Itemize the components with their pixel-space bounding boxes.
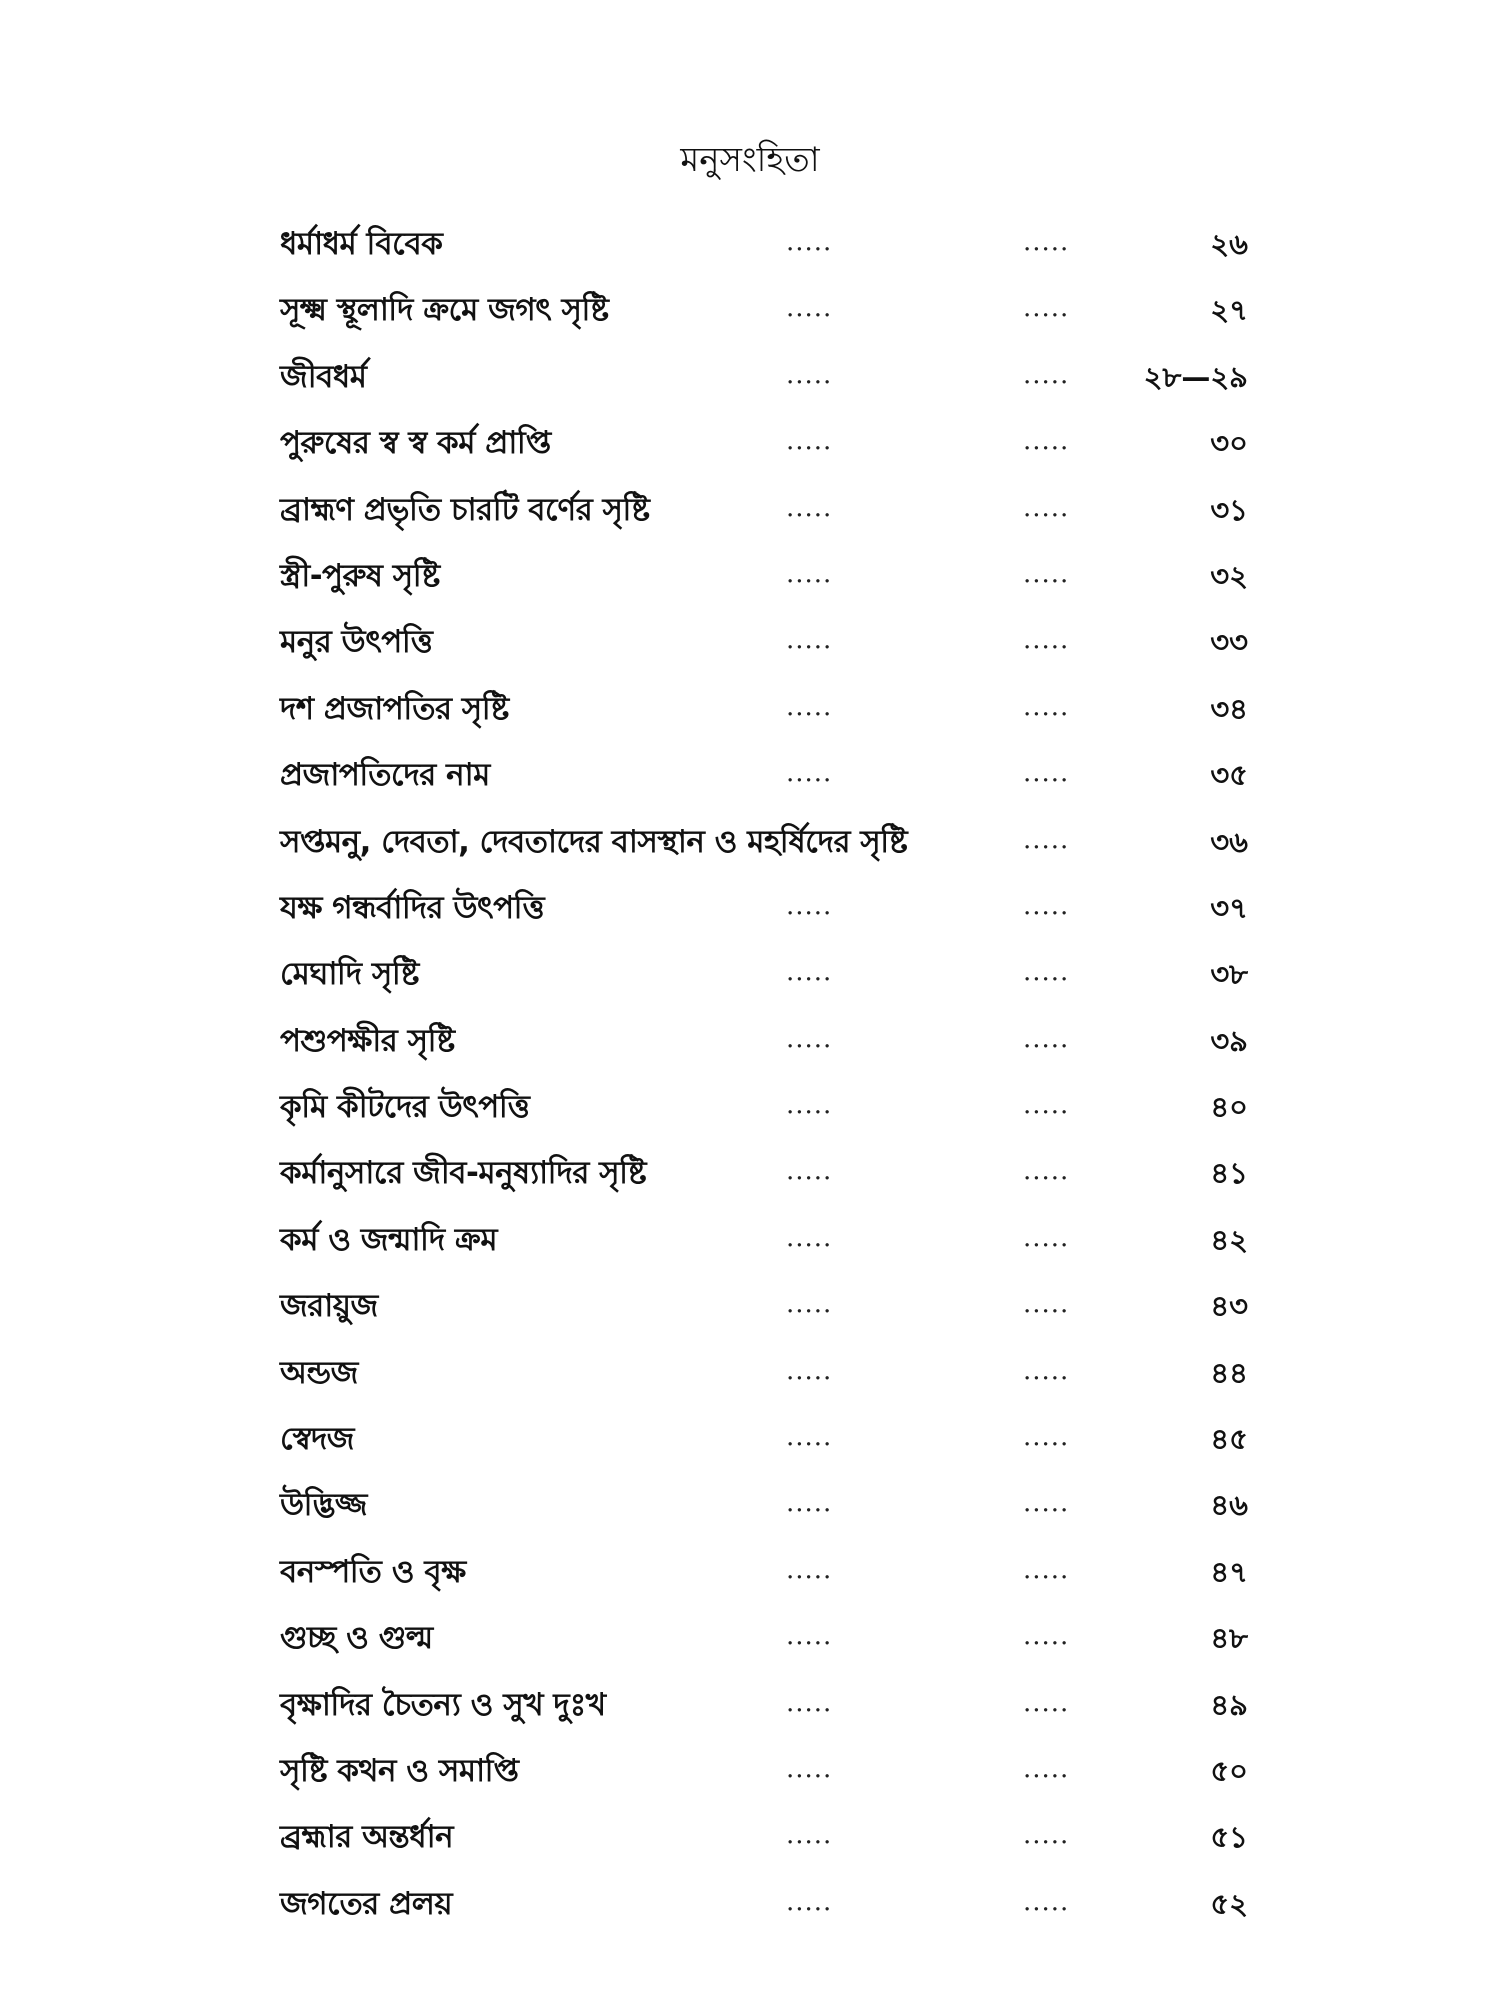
toc-entry-title: সপ্তমনু, দেবতা, দেবতাদের বাসস্থান ও মহর্ষিদের সৃষ্টি <box>280 823 908 860</box>
toc-leader-dots: ..... <box>1023 492 1070 523</box>
toc-leader-dots: ..... <box>1023 1621 1070 1652</box>
toc-entry <box>0 1409 1500 1475</box>
toc-leader-dots: ..... <box>1023 824 1070 855</box>
toc-entry-title: কৃমি কীটদের উৎপত্তি <box>280 1089 530 1126</box>
toc-leader-dots: ..... <box>1023 1090 1070 1121</box>
toc-entry-title: উদ্ভিজ্জ <box>280 1487 367 1524</box>
toc-entry <box>0 1807 1500 1873</box>
toc-entry-page-number: ৪১ <box>1210 1156 1248 1191</box>
toc-leader-dots: ..... <box>786 227 833 257</box>
toc-entry-page-number: ৩১ <box>1210 492 1248 527</box>
toc-leader-dots: ..... <box>1023 1488 1070 1519</box>
toc-entry <box>0 1077 1500 1143</box>
toc-leader-dots: ..... <box>786 890 833 921</box>
page-title: মনুসংহিতা <box>680 140 820 180</box>
toc-entry-title: গুচ্ছ ও গুল্ম <box>280 1620 433 1657</box>
toc-entry-title: ব্রাহ্মণ প্রভৃতি চারটি বর্ণের সৃষ্টি <box>280 491 650 528</box>
toc-leader-dots: ..... <box>1023 558 1070 589</box>
toc-leader-dots: ..... <box>1023 1753 1070 1784</box>
toc-entry <box>0 1874 1500 1940</box>
toc-leader-dots: ..... <box>786 1023 833 1054</box>
toc-entry-title: বৃক্ষাদির চৈতন্য ও সুখ দুঃখ <box>280 1686 606 1723</box>
toc-entry-page-number: ৩২ <box>1210 558 1248 593</box>
toc-leader-dots: ..... <box>786 492 833 523</box>
toc-leader-dots: ..... <box>1023 957 1070 988</box>
toc-entry-page-number: ৩৮ <box>1210 957 1248 992</box>
toc-entry-page-number: ২৭ <box>1210 293 1248 328</box>
toc-leader-dots: ..... <box>786 1488 833 1519</box>
toc-entry-page-number: ৪৪ <box>1210 1355 1248 1390</box>
toc-entry-page-number: ৪০ <box>1210 1090 1248 1125</box>
toc-entry-page-number: ৪২ <box>1210 1222 1248 1257</box>
toc-leader-dots: ..... <box>1023 359 1070 390</box>
toc-entry <box>0 1475 1500 1541</box>
toc-entry <box>0 347 1500 413</box>
toc-leader-dots: ..... <box>1023 1422 1070 1453</box>
toc-leader-dots: ..... <box>1023 293 1070 324</box>
toc-leader-dots: ..... <box>786 1621 833 1652</box>
toc-entry-title: সূক্ষ্ম স্থূলাদি ক্রমে জগৎ সৃষ্টি <box>280 292 609 329</box>
toc-leader-dots: ..... <box>786 625 833 656</box>
toc-entry-page-number: ৩৪ <box>1210 691 1248 726</box>
toc-entry-title: ধর্মাধর্ম বিবেক <box>280 226 443 262</box>
toc-leader-dots: ..... <box>1023 1355 1070 1386</box>
toc-entry-page-number: ৫২ <box>1210 1886 1248 1921</box>
toc-leader-dots: ..... <box>786 691 833 722</box>
toc-entry-title: বনস্পতি ও বৃক্ষ <box>280 1553 466 1590</box>
toc-entry-page-number: ৩৭ <box>1210 890 1248 925</box>
toc-leader-dots: ..... <box>1023 1023 1070 1054</box>
toc-leader-dots: ..... <box>1023 691 1070 722</box>
toc-leader-dots: ..... <box>1023 758 1070 789</box>
toc-leader-dots: ..... <box>786 1753 833 1784</box>
toc-leader-dots: ..... <box>786 293 833 324</box>
toc-entry <box>0 1741 1500 1807</box>
toc-entry-title: দশ প্রজাপতির সৃষ্টি <box>280 690 509 727</box>
toc-entry-title: সৃষ্টি কথন ও সমাপ্তি <box>280 1752 519 1789</box>
toc-leader-dots: ..... <box>786 758 833 789</box>
toc-entry <box>0 944 1500 1010</box>
toc-entry-title: জীবধর্ম <box>280 358 367 395</box>
toc-entry <box>0 1276 1500 1342</box>
toc-leader-dots: ..... <box>786 1886 833 1917</box>
toc-entry-page-number: ৪৩ <box>1210 1289 1248 1324</box>
toc-leader-dots: ..... <box>1023 1886 1070 1917</box>
toc-entry-page-number: ৪৮ <box>1210 1621 1248 1656</box>
toc-leader-dots: ..... <box>786 957 833 988</box>
toc-entry-page-number: ৫০ <box>1210 1753 1248 1788</box>
toc-entry-page-number: ৪৫ <box>1210 1422 1248 1457</box>
toc-entry-title: অন্ডজ <box>280 1354 358 1391</box>
toc-leader-dots: ..... <box>1023 1554 1070 1585</box>
toc-leader-dots: ..... <box>1023 1289 1070 1320</box>
toc-entry <box>0 1675 1500 1741</box>
toc-entry-title: মেঘাদি সৃষ্টি <box>280 956 419 993</box>
toc-entry-page-number: ৪৯ <box>1210 1687 1248 1722</box>
toc-leader-dots: ..... <box>786 1156 833 1187</box>
toc-leader-dots: ..... <box>786 1554 833 1585</box>
toc-entry <box>0 1343 1500 1409</box>
toc-leader-dots: ..... <box>786 558 833 589</box>
toc-leader-dots: ..... <box>786 1090 833 1121</box>
toc-entry-title: প্রজাপতিদের নাম <box>280 757 490 794</box>
toc-entry-title: স্ত্রী-পুরুষ সৃষ্টি <box>280 557 440 594</box>
toc-entry <box>0 280 1500 346</box>
toc-entry <box>0 1143 1500 1209</box>
toc-leader-dots: ..... <box>786 1355 833 1386</box>
toc-entry-title: কর্ম ও জন্মাদি ক্রম <box>280 1221 498 1258</box>
table-of-contents <box>0 214 1500 1940</box>
toc-entry-page-number: ৩০ <box>1210 426 1248 461</box>
toc-entry <box>0 1210 1500 1276</box>
toc-entry <box>0 1011 1500 1077</box>
toc-entry <box>0 546 1500 612</box>
toc-leader-dots: ..... <box>1023 890 1070 921</box>
toc-entry-page-number: ৪৭ <box>1210 1554 1248 1589</box>
toc-entry <box>0 679 1500 745</box>
toc-entry-title: পশুপক্ষীর সৃষ্টি <box>280 1022 455 1059</box>
toc-entry <box>0 413 1500 479</box>
toc-leader-dots: ..... <box>786 1222 833 1253</box>
toc-entry-page-number: ৩৬ <box>1210 824 1248 859</box>
toc-leader-dots: ..... <box>1023 625 1070 656</box>
toc-entry-title: মনুর উৎপত্তি <box>280 624 433 661</box>
toc-entry <box>0 612 1500 678</box>
toc-entry-page-number: ২৬ <box>1210 227 1248 261</box>
toc-entry-page-number: ২৮—২৯ <box>1143 359 1248 394</box>
toc-leader-dots: ..... <box>1023 1156 1070 1187</box>
toc-entry-page-number: ৩৫ <box>1210 758 1248 793</box>
toc-leader-dots: ..... <box>786 1289 833 1320</box>
toc-entry <box>0 1608 1500 1674</box>
toc-entry-title: ব্রহ্মার অন্তর্ধান <box>280 1819 454 1856</box>
toc-entry <box>0 878 1500 944</box>
toc-leader-dots: ..... <box>786 1422 833 1453</box>
toc-entry <box>0 1542 1500 1608</box>
toc-entry-title: জরায়ুজ <box>280 1288 378 1325</box>
toc-entry-title: যক্ষ গন্ধর্বাদির উৎপত্তি <box>280 889 545 926</box>
toc-entry-page-number: ৩৩ <box>1210 625 1248 660</box>
toc-entry <box>0 214 1500 280</box>
toc-entry <box>0 745 1500 811</box>
toc-entry-page-number: ৫১ <box>1210 1820 1248 1855</box>
toc-leader-dots: ..... <box>1023 1820 1070 1851</box>
toc-leader-dots: ..... <box>786 1687 833 1718</box>
toc-leader-dots: ..... <box>786 359 833 390</box>
toc-entry-title: কর্মানুসারে জীব-মনুষ্যাদির সৃষ্টি <box>280 1155 647 1192</box>
toc-entry-title: পুরুষের স্ব স্ব কর্ম প্রাপ্তি <box>280 425 551 462</box>
toc-leader-dots: ..... <box>1023 1687 1070 1718</box>
toc-leader-dots: ..... <box>1023 426 1070 457</box>
toc-entry <box>0 480 1500 546</box>
toc-leader-dots: ..... <box>786 1820 833 1851</box>
toc-entry-page-number: ৪৬ <box>1210 1488 1248 1523</box>
toc-entry <box>0 812 1500 878</box>
toc-entry-title: স্বেদজ <box>280 1421 354 1458</box>
toc-entry-title: জগতের প্রলয় <box>280 1885 453 1922</box>
toc-entry-page-number: ৩৯ <box>1210 1023 1248 1058</box>
toc-leader-dots: ..... <box>1023 1222 1070 1253</box>
toc-leader-dots: ..... <box>786 426 833 457</box>
toc-leader-dots: ..... <box>1023 227 1070 257</box>
